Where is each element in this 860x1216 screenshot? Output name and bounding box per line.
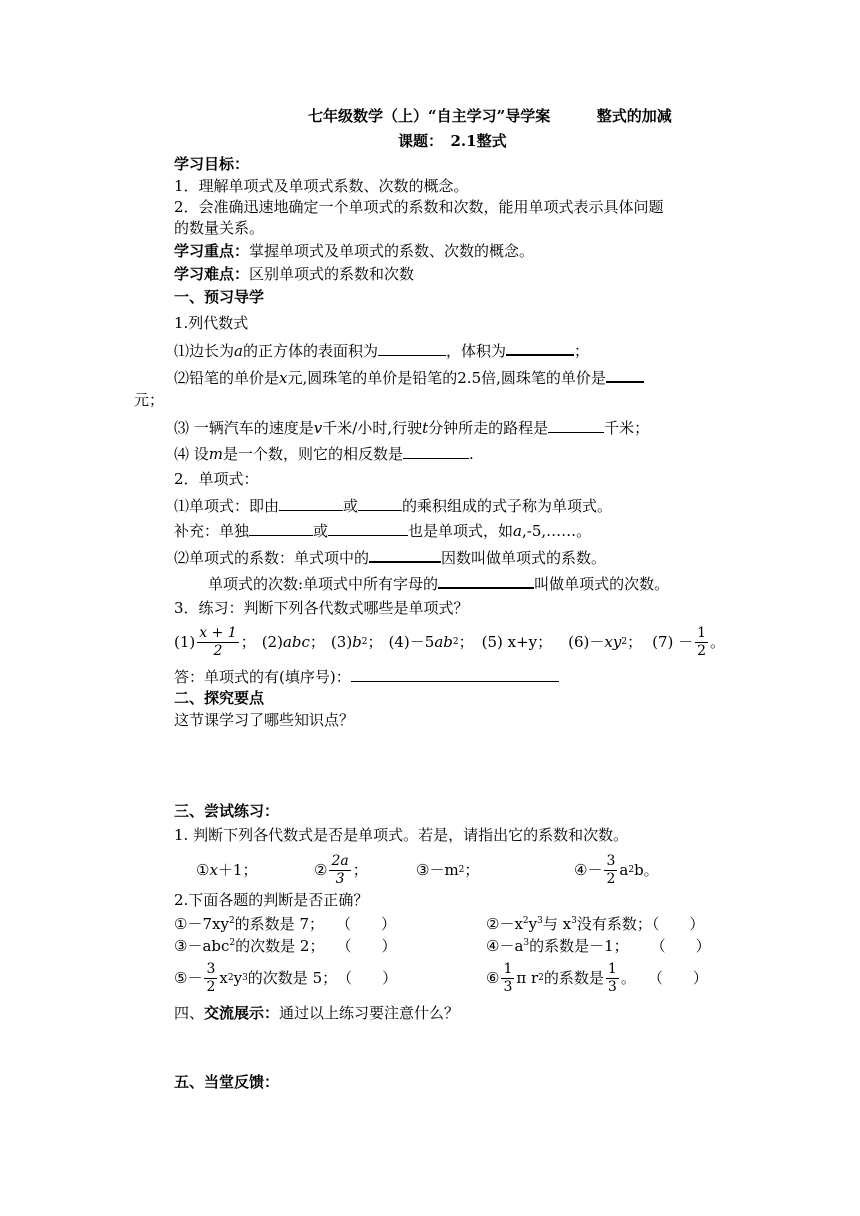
ex-3-label: (3) (330, 633, 353, 651)
m4-text-b: 叫做单项式的次数。 (534, 575, 670, 593)
j2-text: 没有系数； (576, 915, 652, 933)
answer-blank[interactable] (279, 495, 343, 511)
sub-2: 2．单项式： (174, 470, 259, 488)
question-2-cont: 元； (134, 391, 165, 409)
r4-rest: b。 (634, 861, 659, 879)
denominator: 3 (607, 978, 617, 995)
ex-4-label: (4)－5 (388, 633, 435, 651)
question-3 (174, 417, 649, 438)
section-4-text: 通过以上练习要注意什么？ (279, 1004, 460, 1022)
m2-text-d: ,-5,……。 (522, 522, 592, 540)
j5-text: 的次数是 5； (247, 969, 338, 987)
judge-parentheses[interactable]: （ ） (647, 969, 708, 987)
answer-line (174, 666, 559, 687)
j4-text: 的系数是－1； (529, 937, 629, 955)
j6-end: 。 (620, 969, 636, 987)
q3-var-t: t (422, 419, 429, 437)
r2-label: ② (314, 861, 328, 879)
q3-var-v: v (313, 419, 323, 437)
exponent: 3 (523, 938, 530, 948)
m3-text-b: 因数叫做单项式的系数。 (441, 549, 607, 567)
r1-rest: ＋1； (217, 861, 258, 879)
judge-3 (174, 936, 396, 956)
m2-text-a: 补充：单独 (174, 522, 250, 540)
monomial-degree (208, 572, 669, 594)
question-2 (174, 366, 644, 388)
exercise-row: (1) $\frac{x + 1}{2}$ ； (2) abc ； (3) b 2 ； (4)－5 ab 2 ； (5) x+y； (6)－ xy 2 ； (7) － $\frac{1}{2}$ 。 (174, 624, 726, 659)
numerator: 3 (206, 960, 216, 977)
q1-var: a (234, 342, 243, 360)
sep: ； (627, 633, 643, 651)
q1-text-d: ； (574, 342, 590, 360)
numerator: 1 (697, 624, 707, 641)
key-point (174, 241, 534, 261)
ex-4-expr: ab (434, 633, 453, 651)
denominator: 3 (503, 978, 513, 995)
q1-text-a: ⑴边长为 (174, 342, 235, 360)
judge-1 (174, 914, 396, 934)
fraction-3-over-2 (604, 853, 617, 888)
r4-expr: a (619, 861, 629, 879)
q1-text-c: ，体积为 (445, 342, 506, 360)
q1-item-2 (314, 850, 368, 890)
m1-text-a: ⑴单项式：即由 (174, 497, 280, 515)
j5-expr-c: y (233, 969, 243, 987)
j2-expr: ②－x (486, 915, 523, 933)
judge-parentheses[interactable]: （ ） (651, 915, 705, 933)
judge-parentheses[interactable]: （ ） (337, 969, 398, 987)
ex-1-label: (1) (174, 633, 196, 651)
r1-var: x (209, 861, 218, 879)
denominator: 2 (213, 642, 223, 659)
answer-blank[interactable] (328, 520, 408, 536)
r2-rest: ； (352, 861, 368, 879)
q1-item-1 (196, 850, 257, 890)
ex-5: (5) x+y； (481, 633, 553, 651)
goal-2-line2: 的数量关系。 (174, 219, 265, 237)
answer-blank[interactable] (403, 443, 469, 459)
r4-label: ④－ (574, 861, 603, 879)
q2-var: x (279, 369, 288, 387)
numerator: x + 1 (199, 624, 237, 641)
section-4-number: 四、 (174, 1004, 205, 1022)
ex-7-label: (7) － (652, 633, 694, 651)
sub-1: 1.列代数式 (174, 314, 249, 332)
q3-text-b: 千米/小时,行驶 (322, 419, 423, 437)
j6-label: ⑥ (486, 969, 500, 987)
m1-text-c: 的乘积组成的式子称为单项式。 (402, 497, 613, 515)
ex-2-label: (2) (261, 633, 283, 651)
sep: ； (240, 633, 256, 651)
j4-expr: ④－a (486, 937, 524, 955)
q3-text-d: 千米； (604, 419, 650, 437)
judge-5: ⑤－ $\frac{3}{2}$ x 2 y 3 的次数是 5； （ ） (174, 960, 398, 995)
q3-text-a: ⑶ 一辆汽车的速度是 (174, 419, 314, 437)
m1-text-b: 或 (343, 497, 359, 515)
j1-text: 的系数是 7； (234, 915, 324, 933)
j3-text: 的次数是 2； (235, 937, 325, 955)
m2-text-c: 也是单项式，如 (408, 522, 514, 540)
judge-4 (486, 936, 711, 956)
r1-label: ① (196, 861, 210, 879)
answer-blank[interactable] (606, 366, 644, 383)
answer-label: 答：单项式的有(填序号)： (174, 668, 351, 686)
difficulty-label: 学习难点： (174, 265, 250, 283)
answer-blank[interactable] (249, 520, 313, 536)
sep: ； (458, 633, 474, 651)
q3-text-c: 分钟所走的路程是 (428, 419, 549, 437)
j2-expr-b: y (528, 915, 538, 933)
j3-expr: ③－abc (174, 937, 230, 955)
m3-text-a: ⑵单项式的系数：单式项中的 (174, 549, 370, 567)
goal-2-line1: 2．会准确迅速地确定一个单项式的系数和次数，能用单项式表示具体问题 (174, 198, 664, 216)
ex-2-expr: abc (282, 633, 310, 651)
fraction-1-over-2 (695, 625, 708, 660)
lesson-title: 课题： 2.1整式 (398, 132, 507, 150)
difficulty-text: 区别单项式的系数和次数 (249, 265, 415, 283)
m2-text-b: 或 (313, 522, 329, 540)
m2-var: a (513, 522, 522, 540)
key-text: 掌握单项式及单项式的系数、次数的概念。 (249, 242, 535, 260)
section-4-label: 交流展示： (204, 1004, 280, 1022)
j2-expr-c: 与 x (542, 915, 572, 933)
q1-item-3: ③－m 2 ； (416, 861, 480, 879)
section-2-heading: 二、探究要点 (174, 689, 265, 707)
fraction-2a-over-3 (329, 853, 350, 888)
question-4 (174, 443, 474, 464)
topic-text: 整式的加减 (596, 107, 672, 125)
section-3-q2: 2.下面各题的判断是否正确？ (174, 891, 369, 909)
r3-rest: ； (464, 861, 480, 879)
monomial-definition (174, 495, 612, 516)
judge-2 (486, 914, 704, 934)
r3-expr: ③－m (416, 861, 459, 879)
section-1-heading: 一、预习导学 (174, 288, 265, 306)
numerator: 2a (331, 852, 349, 869)
ex-6-expr: xy (604, 633, 622, 651)
judge-parentheses[interactable]: （ ） (650, 937, 711, 955)
q2-text-a: ⑵铅笔的单价是 (174, 369, 280, 387)
answer-blank[interactable] (548, 417, 604, 433)
section-3-heading: 三、尝试练习： (174, 802, 280, 820)
q4-text-c: . (469, 445, 474, 463)
answer-blank[interactable] (506, 339, 574, 356)
j5-label: ⑤－ (174, 969, 203, 987)
answer-blank[interactable] (438, 572, 534, 589)
worksheet-title (308, 106, 672, 126)
monomial-coefficient (174, 546, 606, 568)
sep: ； (367, 633, 383, 651)
fraction-1-over-3 (606, 961, 619, 996)
key-label: 学习重点： (174, 242, 250, 260)
numerator: 3 (606, 852, 616, 869)
exponent: 2 (229, 938, 236, 948)
ex-3-expr: b (352, 633, 362, 651)
q4-text-a: ⑷ 设 (174, 445, 209, 463)
section-2-question: 这节课学习了哪些知识点？ (174, 711, 355, 729)
ex-6-label: (6)－ (568, 633, 605, 651)
sep: 。 (710, 633, 726, 651)
judge-6: ⑥ $\frac{1}{3}$ π r 2 的系数是 $\frac{1}{3}$ 。 （ ） (486, 960, 708, 995)
goals-heading: 学习目标： (174, 155, 250, 173)
goal-1: 1．理解单项式及单项式系数、次数的概念。 (174, 177, 469, 195)
numerator: 1 (503, 960, 513, 977)
j6-expr: π r (516, 969, 539, 987)
judge-parentheses[interactable]: （ ） (335, 915, 396, 933)
answer-blank[interactable] (378, 340, 446, 356)
q2-text-b: 元,圆珠笔的单价是铅笔的2.5倍,圆珠笔的单价是 (287, 369, 606, 387)
question-1 (174, 339, 589, 361)
j6-text: 的系数是 (543, 969, 604, 987)
title-text: 七年级数学（上）“自主学习”导学案 (308, 107, 551, 125)
section-5-heading: 五、当堂反馈： (174, 1073, 280, 1091)
monomial-supplement (174, 520, 591, 541)
denominator: 3 (335, 870, 345, 887)
denominator: 2 (606, 870, 616, 887)
j5-expr: x (219, 969, 228, 987)
fraction-1-over-3 (501, 961, 514, 996)
denominator: 2 (206, 978, 216, 995)
exponent: 3 (537, 916, 543, 926)
section-4 (174, 1003, 459, 1023)
q4-var: m (208, 445, 224, 463)
sep: ； (309, 633, 325, 651)
m4-text-a: 单项式的次数:单项式中所有字母的 (208, 575, 439, 593)
numerator: 1 (607, 960, 617, 977)
exponent: 2 (522, 916, 529, 926)
judge-parentheses[interactable]: （ ） (336, 937, 397, 955)
section-3-q1: 1. 判断下列各代数式是否是单项式。若是，请指出它的系数和次数。 (174, 826, 629, 844)
j1-expr: ①－7xy (174, 915, 229, 933)
denominator: 2 (697, 642, 707, 659)
sub-3: 3．练习：判断下列各代数式哪些是单项式？ (174, 599, 469, 617)
q1-item-4: ④－ $\frac{3}{2}$ a 2 b。 (574, 852, 659, 887)
answer-blank[interactable] (358, 495, 402, 511)
exponent: 3 (571, 916, 577, 926)
exponent: 2 (228, 916, 235, 926)
q4-text-b: 是一个数，则它的相反数是 (223, 445, 404, 463)
q1-text-b: 的正方体的表面积为 (242, 342, 378, 360)
answer-blank[interactable] (351, 666, 559, 682)
fraction-3-over-2 (204, 961, 217, 996)
answer-blank[interactable] (369, 546, 441, 563)
fraction-x-plus-1-over-2 (197, 625, 238, 660)
difficult-point (174, 264, 414, 284)
